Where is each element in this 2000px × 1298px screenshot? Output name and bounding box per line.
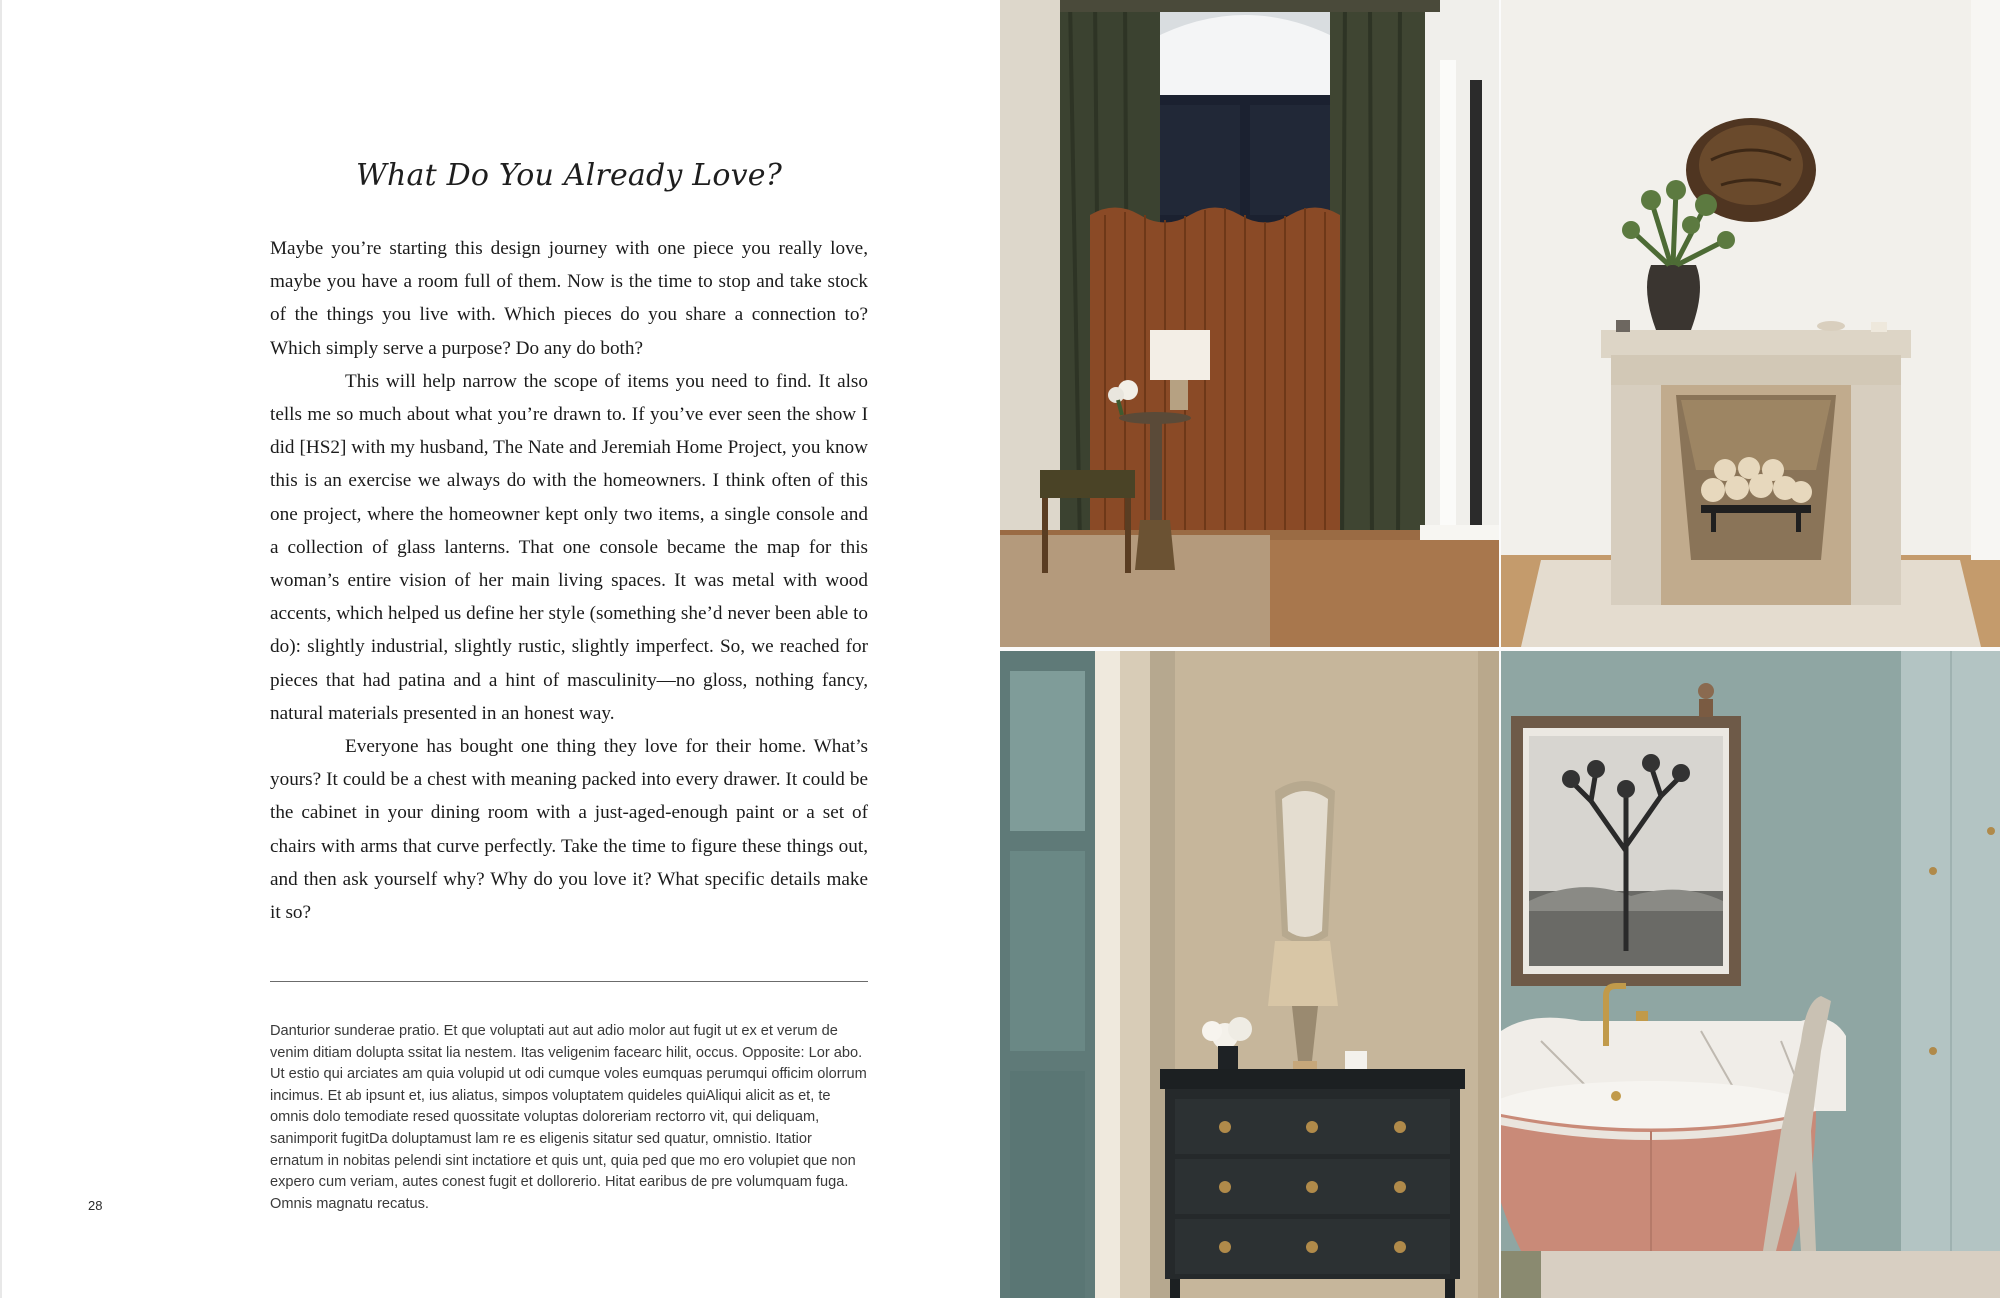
page-number: 28: [88, 1198, 103, 1213]
photo-bathroom-tub: [1501, 651, 2000, 1298]
photo-icon: [1501, 0, 2000, 647]
photo-caption: Danturior sunderae pratio. Et que voluptati aut aut adio molor aut fugit ut ex et verum de venim ditiam dolupta ssitat lia nestem. Itas veligenim facearc hilit, occus. Opposite: Lor abo. Ut estio qui arciates am quia volupid ut odi cumque voles eumquas perumqui officim olorrum incimus. Et ab ipsunt et, ius aliatus, simpos voluptatem quideles quiAliqui alicit as et, te omnis dolo temodiate resed quossitate voluptas doloreriam rectorro vit, qui deliquam, sanimporit fugitDa doluptamust lam re es eligenis sitatur sed quatur, omnistio. Itatior ernatum in nobitas pelendi sint inctatiore et quis unt, quia ped que mo ero volupiet que non expero cum veriam, autes conest fugit et dollorerio. Hitat earibus de pre volumquam fuga. Omnis magnatu recatus.: [270, 1023, 867, 1212]
body-paragraph: Everyone has bought one thing they love for their home. What’s yours? It could be a chest with meaning packed into every drawer. It could be the cabinet in your dining room with a just-aged-enough paint or a set of chairs with arms that curve perfectly. Take the time to figure these things out, and then ask yourself why? Why do you love it? What specific details make it so?: [270, 736, 868, 924]
caption-divider: [270, 981, 868, 982]
photo-fireplace-turtle-shell: [1501, 0, 2000, 647]
photo-grid: [1000, 0, 2000, 1298]
body-paragraph: This will help narrow the scope of items you need to find. It also tells me so much about what you’re drawn to. If you’ve ever seen the show I did [HS2] with my husband, The Nate and Jeremiah Home Project, you know this is an exercise we always do with the homeowners. I think often of this one project, where the homeowner kept only two items, a single console and a collection of glass lanterns. That one console became the map for this woman’s entire vision of her main living spaces. It was metal with wood accents, which helped us define her style (something she’d never been able to do): slightly industrial, slightly rustic, slightly imperfect. So, we reached for pieces that had patina and a hint of masculinity—no gloss, nothing fancy, natural materials presented in an honest way.: [270, 370, 868, 724]
photo-icon: [1501, 651, 2000, 1298]
body-paragraph: Maybe you’re starting this design journey with one piece you really love, maybe you have a room full of them. Now is the time to stop and take stock of the things you live with. Which pieces do you share a connection to? Which simply serve a purpose? Do any do both?: [270, 238, 868, 359]
page-heading: What Do You Already Love?: [355, 158, 783, 193]
body-text: [270, 232, 868, 929]
photo-dresser-mirror: [1000, 651, 1499, 1298]
photo-icon: [1000, 651, 1499, 1298]
photo-icon: [1000, 0, 1499, 647]
photo-hallway-screen: [1000, 0, 1499, 647]
